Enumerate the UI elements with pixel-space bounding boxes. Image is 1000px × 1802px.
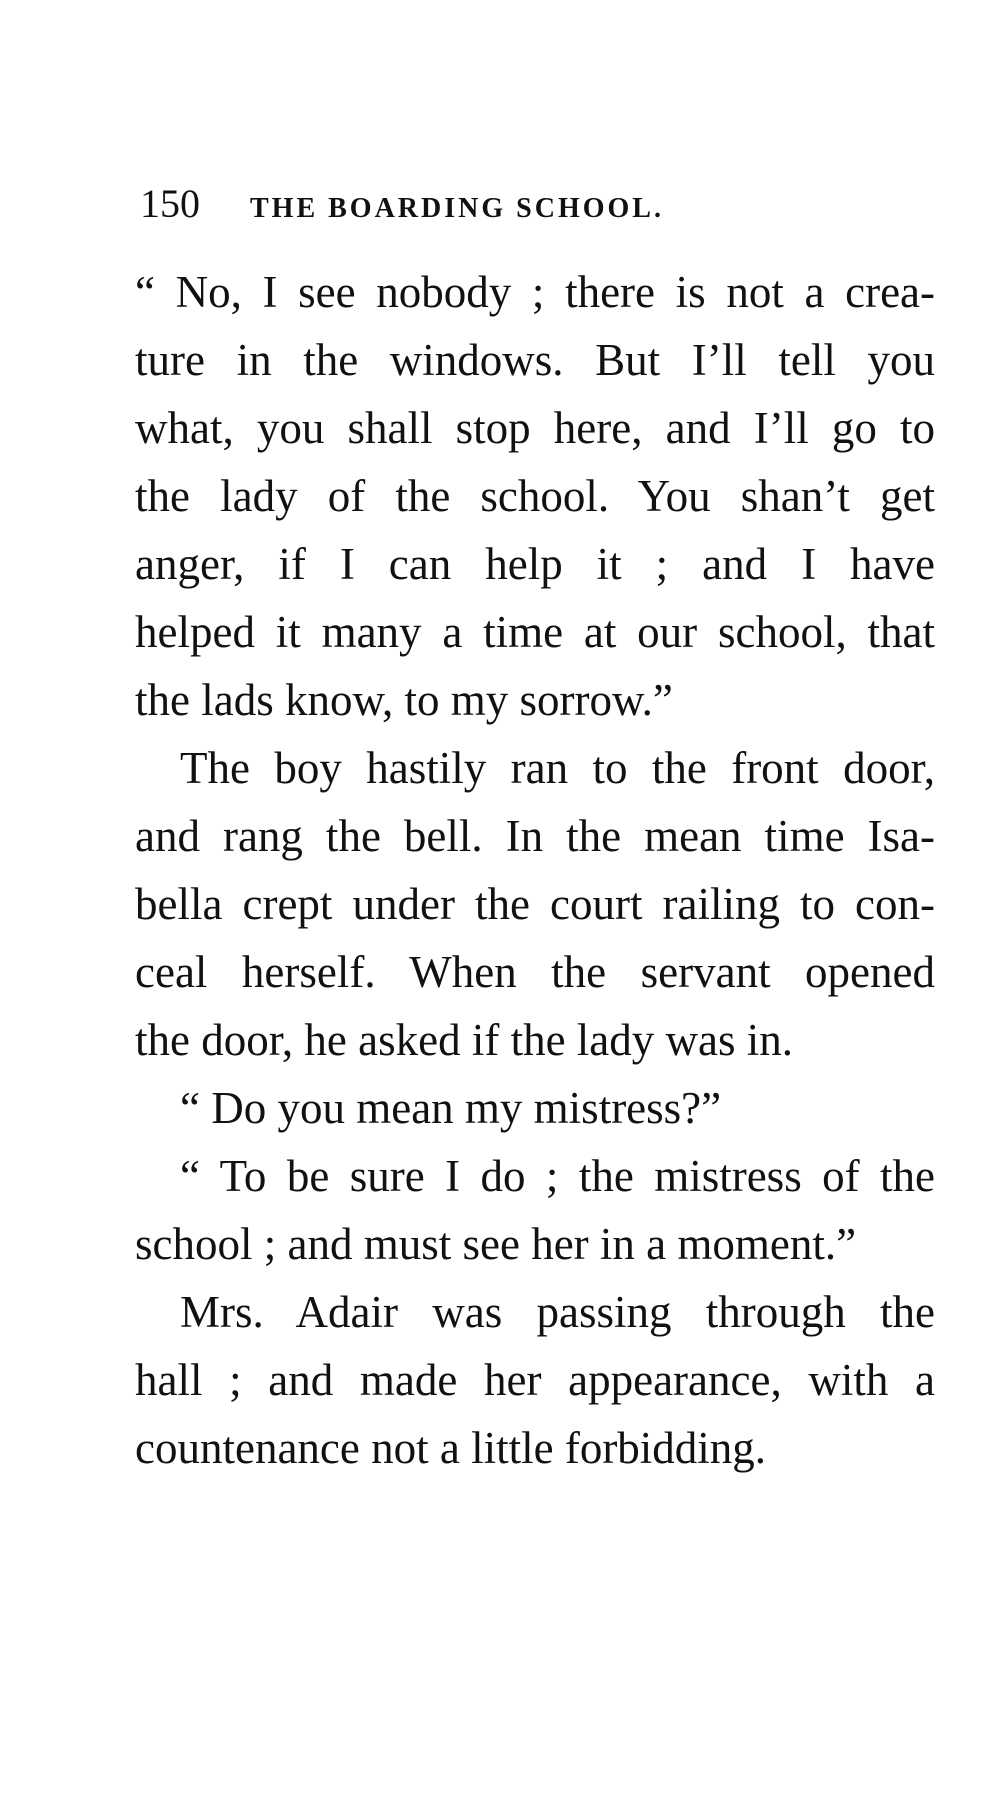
text-line: the door, he asked if the lady was in. (135, 1015, 794, 1065)
text-line: ture in the windows. But I’ll tell you (135, 335, 935, 385)
text-line: bella crept under the court railing to con- (135, 879, 935, 929)
text-line: helped it many a time at our school, that (135, 607, 935, 657)
running-title: THE BOARDING SCHOOL. (250, 193, 664, 224)
text-line: “ No, I see nobody ; there is not a crea- (135, 267, 935, 317)
text-line: what, you shall stop here, and I’ll go to (135, 403, 935, 453)
paragraph (135, 1142, 935, 1278)
text-line: The boy hastily ran to the front door, (180, 743, 935, 793)
text-line: school ; and must see her in a moment.” (135, 1219, 857, 1269)
text-line: and rang the bell. In the mean time Isa- (135, 811, 935, 861)
paragraph (135, 1278, 935, 1482)
text-line: the lads know, to my sorrow.” (135, 675, 673, 725)
text-line: ceal herself. When the servant opened (135, 947, 935, 997)
text-line: the lady of the school. You shan’t get (135, 471, 935, 521)
text-line: Mrs. Adair was passing through the (180, 1287, 935, 1337)
paragraph (135, 1074, 935, 1142)
running-head (140, 180, 930, 230)
page-number: 150 (140, 181, 200, 226)
text-line: “ To be sure I do ; the mistress of the (180, 1151, 935, 1201)
paragraph (135, 734, 935, 1074)
text-line: “ Do you mean my mistress?” (180, 1083, 722, 1133)
text-line: countenance not a little forbidding. (135, 1423, 767, 1473)
text-line: anger, if I can help it ; and I have (135, 539, 935, 589)
paragraph (135, 258, 935, 734)
body-text (135, 258, 935, 1482)
text-line: hall ; and made her appearance, with a (135, 1355, 935, 1405)
